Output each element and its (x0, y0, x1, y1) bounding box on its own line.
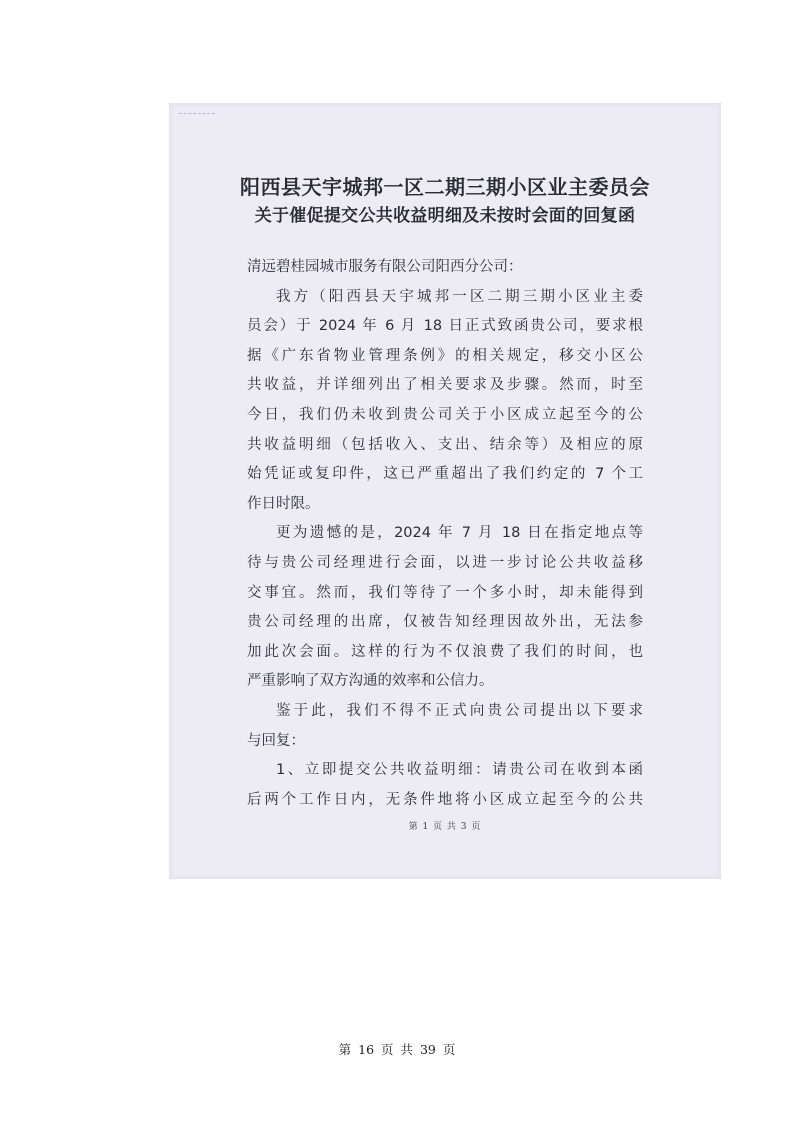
letter-addressee: 清远碧桂园城市服务有限公司阳西分公司： (247, 259, 523, 275)
letter-body-line: 始凭证或复印件，这已严重超出了我们约定的 7 个工 (247, 466, 643, 483)
letter-body-line: 共收益明细（包括收入、支出、结余等）及相应的原 (247, 436, 643, 453)
letter-body-line: 待与贵公司经理进行会面，以进一步讨论公共收益移 (247, 554, 643, 571)
letter-body-line: 与回复： (247, 732, 305, 749)
letter-body-line: 据《广东省物业管理条例》的相关规定，移交小区公 (247, 347, 643, 364)
scan-edge-mark (179, 113, 215, 116)
letter-body-line: 共收益，并详细列出了相关要求及步骤。然而，时至 (247, 377, 643, 394)
letter-title-line1: 阳西县天宇城邦一区二期三期小区业主委员会 (240, 175, 650, 199)
letter-title-line2: 关于催促提交公共收益明细及未按时会面的回复函 (254, 206, 636, 226)
letter-body-line: 员会）于 2024 年 6 月 18 日正式致函贵公司，要求根 (247, 318, 643, 335)
letter-body (247, 253, 643, 815)
letter-body-line: 交事宜。然而，我们等待了一个多小时，却未能得到 (247, 584, 643, 601)
letter-body-line: 1、立即提交公共收益明细：请贵公司在收到本函 (276, 762, 643, 779)
letter-body-line: 后两个工作日内，无条件地将小区成立起至今的公共 (247, 791, 643, 808)
letter-body-line: 严重影响了双方沟通的效率和公信力。 (247, 673, 494, 690)
letter-body-line: 今日，我们仍未收到贵公司关于小区成立起至今的公 (247, 406, 643, 423)
scanned-letter-image (169, 103, 721, 879)
letter-body-line: 我方（阳西县天宇城邦一区二期三期小区业主委 (276, 288, 643, 305)
document-page-number: 第 16 页 共 39 页 (338, 1042, 456, 1057)
letter-body-line: 贵公司经理的出席，仅被告知经理因故外出，无法参 (247, 614, 643, 631)
letter-body-line: 更为遗憾的是，2024 年 7 月 18 日在指定地点等 (276, 525, 643, 542)
letter-body-line: 加此次会面。这样的行为不仅浪费了我们的时间，也 (247, 643, 643, 660)
letter-body-line: 作日时限。 (247, 495, 320, 512)
letter-body-line: 鉴于此，我们不得不正式向贵公司提出以下要求 (276, 702, 643, 719)
letter-page-number: 第 1 页 共 3 页 (408, 822, 482, 832)
